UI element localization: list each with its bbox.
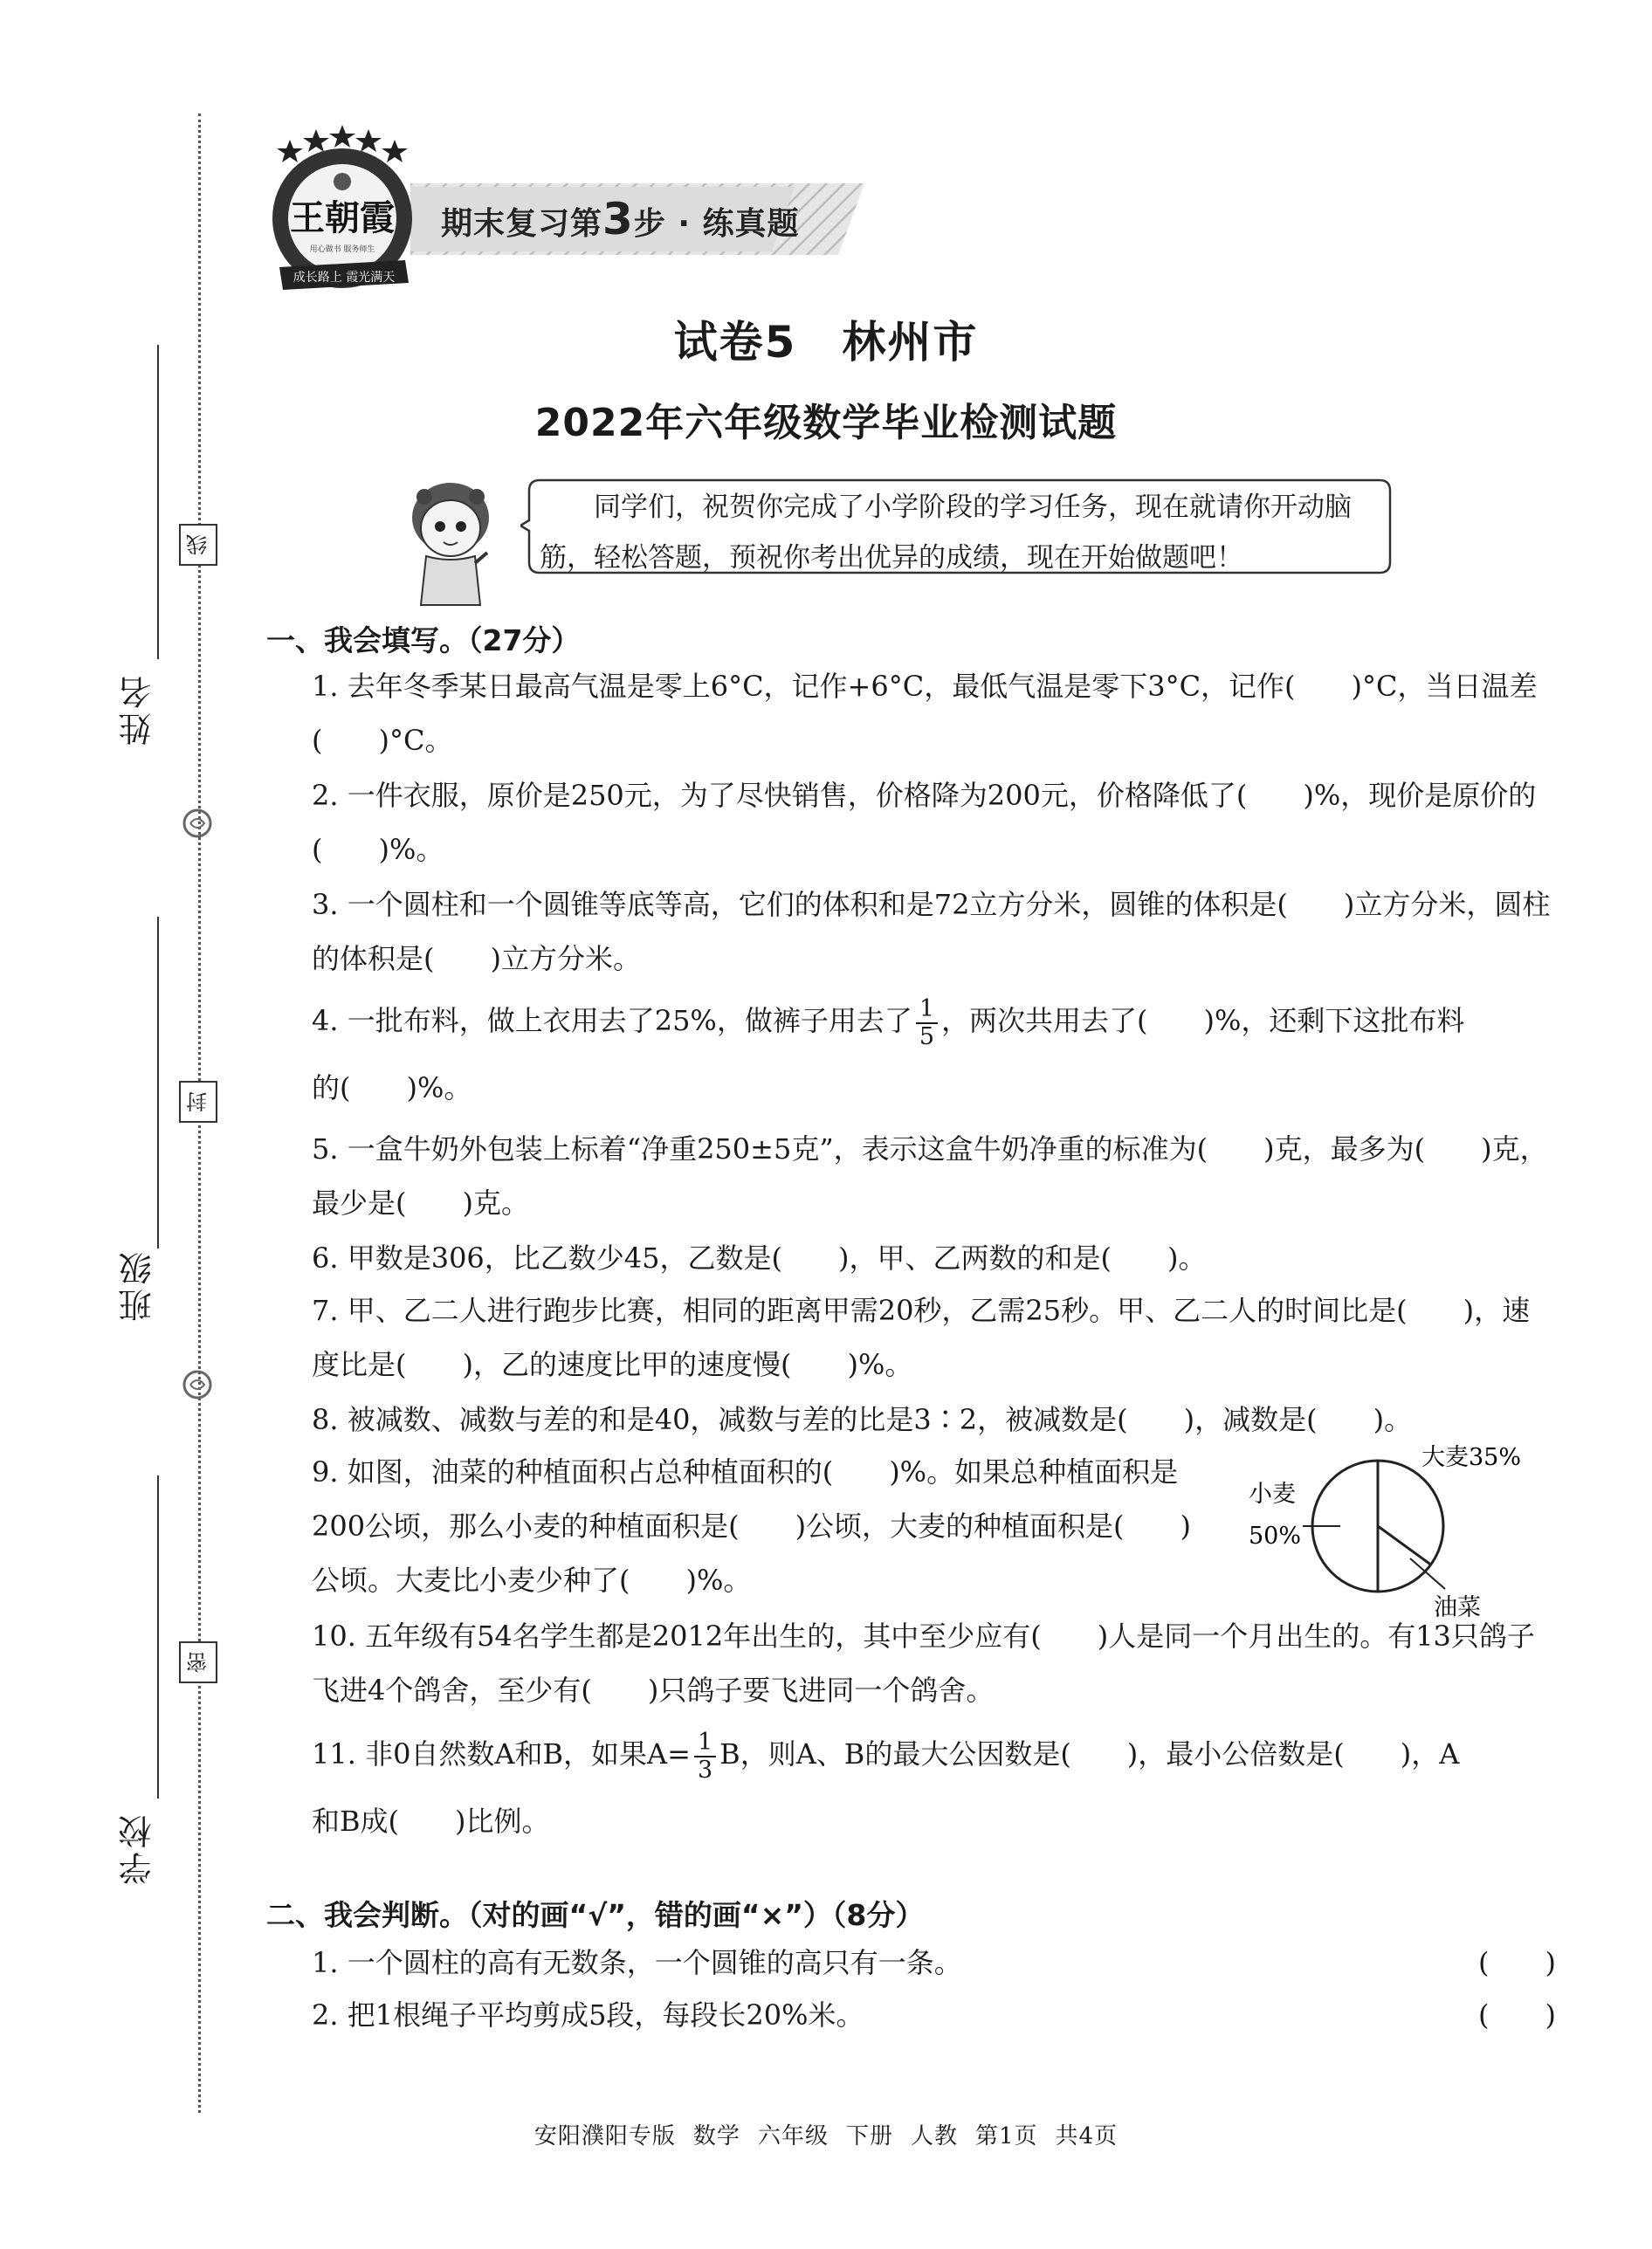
section-1-title: 一、我会填写。（27分）	[266, 623, 581, 657]
fraction-one-fifth: $\frac{1}{5}$	[916, 996, 938, 1050]
binding-clip-icon	[182, 1369, 213, 1400]
school-label: 学校	[119, 1812, 157, 1885]
page-footer: 安阳濮阳专版 数学 六年级 下册 人教 第1页 共4页	[533, 2123, 1119, 2149]
banner-text: 期末复习第3步 · 练真题	[441, 194, 800, 244]
question-5: 5. 一盒牛奶外包装上标着“净重250±5克”，表示这盒牛奶净重的标准为( )克，最多为( )克，最少是( )克。	[312, 1132, 1548, 1220]
barley-label: 大麦35%	[1421, 1444, 1522, 1471]
question-9: 9. 如图，油菜的种植面积占总种植面积的( )%。如果总种植面积是200公顷，那么小麦的种植面积是( )公顷，大麦的种植面积是( )公顷。大麦比小麦少种了( )%。	[312, 1455, 1192, 1597]
crop-pie-chart	[1222, 1441, 1554, 1624]
question-7: 7. 甲、乙二人进行跑步比赛，相同的距离甲需20秒，乙需25秒。甲、乙二人的时间比是( )，速度比是( )，乙的速度比甲的速度慢( )%。	[312, 1294, 1531, 1381]
class-fill-line	[157, 917, 159, 1248]
girl-illustration	[400, 476, 503, 607]
judge-question-1: 1. 一个圆柱的高有无数条，一个圆锥的高只有一条。 ( )	[312, 1940, 1556, 1985]
svg-text:王朝霞: 王朝霞	[290, 197, 395, 238]
question-1: 1. 去年冬季某日最高气温是零上6°C，记作+6°C，最低气温是零下3°C，记作( )°C，当日温差( )°C。	[312, 670, 1538, 757]
school-fill-line	[157, 1475, 159, 1799]
answer-paren: ( )	[1478, 1998, 1556, 2032]
question-3: 3. 一个圆柱和一个圆锥等底等高，它们的体积和是72立方分米，圆锥的体积是( )立方分米，圆柱的体积是( )立方分米。	[312, 888, 1551, 975]
svg-text:成长路上 霞光满天: 成长路上 霞光满天	[293, 271, 396, 285]
seal-char-line: 线	[179, 524, 217, 566]
rape-label: 油菜	[1434, 1594, 1481, 1621]
question-6: 6. 甲数是306，比乙数少45，乙数是( )，甲、乙两数的和是( )。	[312, 1241, 1207, 1275]
fraction-one-third: $\frac{1}{3}$	[694, 1730, 716, 1784]
exam-title: 试卷5 林州市	[673, 317, 979, 368]
question-2: 2. 一件衣服，原价是250元，为了尽快销售，价格降为200元，价格降低了( )%，现价是原价的( )%。	[312, 779, 1537, 866]
question-4: 4. 一批布料，做上衣用去了25%，做裤子用去了 $\frac{1}{5}$ ，两次共用去了( )%，还剩下这批布料 的( )%。	[312, 994, 1465, 1104]
wheat-percent-label: 50%	[1249, 1523, 1302, 1550]
judge-question-2: 2. 把1根绳子平均剪成5段，每段长20%米。 ( )	[312, 1992, 1556, 2038]
question-11: 11. 非0自然数A和B，如果A= $\frac{1}{3}$ B，则A、B的最大公因数是( )，最小公倍数是( )，A 和B成( )比例。	[312, 1728, 1460, 1838]
seal-char-close: 密	[179, 1641, 217, 1683]
publisher-logo	[255, 120, 430, 300]
section-2-title: 二、我会判断。（对的画“√”，错的画“×”）（8分）	[266, 1898, 925, 1932]
wheat-label: 小麦	[1249, 1481, 1296, 1508]
name-label: 姓名	[119, 672, 157, 746]
question-8: 8. 被减数、减数与差的和是40，减数与差的比是3∶2，被减数是( )，减数是( )。	[312, 1403, 1413, 1436]
class-label: 班级	[119, 1248, 157, 1322]
seal-char-seal: 封	[179, 1081, 217, 1123]
svg-text:用心做书 服务师生: 用心做书 服务师生	[309, 245, 375, 254]
answer-paren: ( )	[1478, 1946, 1556, 1979]
greeting-text: 同学们，祝贺你完成了小学阶段的学习任务，现在就请你开动脑筋，轻松答题，预祝你考出优异的成绩，现在开始做题吧！	[540, 492, 1352, 574]
binding-clip-icon	[182, 808, 213, 839]
question-10: 10. 五年级有54名学生都是2012年出生的，其中至少应有( )人是同一个月出生的。有13只鸽子飞进4个鸽舍，至少有( )只鸽子要飞进同一个鸽舍。	[312, 1620, 1535, 1707]
exam-subtitle: 2022年六年级数学毕业检测试题	[534, 401, 1118, 445]
